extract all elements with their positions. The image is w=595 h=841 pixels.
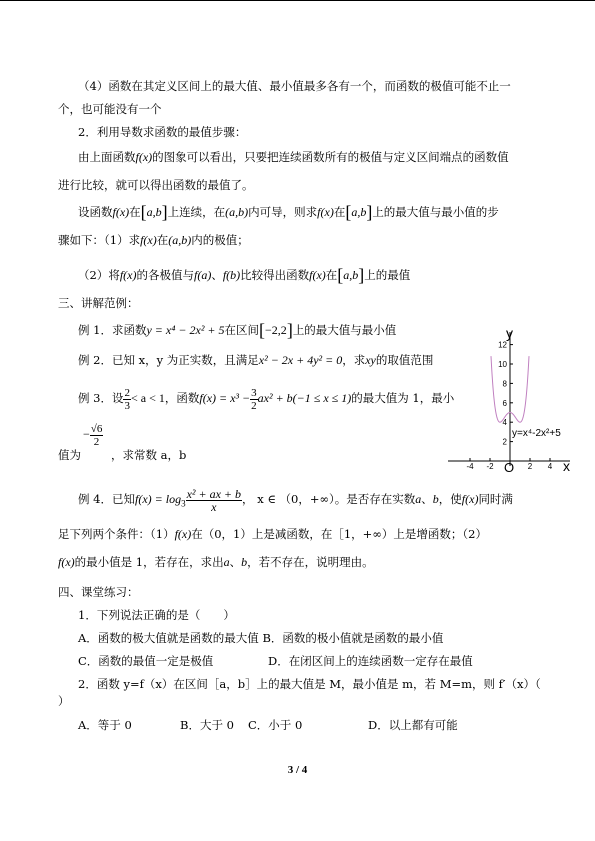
y-axis-label: y bbox=[506, 326, 513, 341]
text: x ∈ （0，+∞）。是否存在实数 bbox=[257, 492, 416, 506]
fraction bbox=[123, 387, 131, 412]
text: 同时满 bbox=[478, 492, 513, 506]
math-expr: ax² + b(−1 ≤ x ≤ 1) bbox=[257, 391, 352, 405]
x-tick-label: 4 bbox=[547, 462, 553, 471]
text: 、 bbox=[229, 555, 242, 569]
math-interval: −2,2 bbox=[265, 323, 287, 337]
math-xy: xy bbox=[365, 353, 376, 367]
question-2: 2．函数 y=f（x）在区间［a，b］上的最大值是 M，最小值是 m，若 M=m，则 f′（x）（ bbox=[78, 677, 541, 691]
text: ， bbox=[242, 492, 254, 506]
page-number: 3 / 4 bbox=[287, 764, 308, 776]
text: 在 bbox=[333, 205, 346, 219]
text: 值为 bbox=[58, 448, 81, 462]
math-fx: f(x) bbox=[461, 492, 479, 506]
y-tick-label: 8 bbox=[502, 379, 507, 389]
math-interval: a,b bbox=[343, 268, 359, 282]
example-4-cont bbox=[58, 527, 487, 541]
text: ，若不存在，说明理由。 bbox=[247, 555, 374, 569]
bracket: ] bbox=[358, 265, 365, 285]
question-2-option-a: A．等于 0 bbox=[78, 718, 132, 732]
y-tick-label: 6 bbox=[502, 398, 507, 408]
denominator: x bbox=[211, 499, 217, 514]
example-2 bbox=[78, 353, 433, 367]
bracket: ] bbox=[286, 320, 293, 340]
text: 的各极值与 bbox=[136, 268, 194, 282]
text: 上的最值 bbox=[364, 268, 411, 282]
math-expr: x² − 2x + 4y² = 0 bbox=[258, 353, 343, 367]
log-base: 3 bbox=[181, 498, 186, 509]
math-expr: f(x) = x³ − bbox=[199, 391, 251, 405]
numerator: √6 bbox=[90, 422, 103, 435]
example-4 bbox=[78, 484, 513, 518]
text: 由上面函数 bbox=[78, 150, 136, 164]
bracket: [ bbox=[140, 202, 147, 222]
question-2-option-d: D．以上都有可能 bbox=[368, 718, 458, 732]
text: 、 bbox=[421, 492, 433, 506]
text: 上的最大值与最小值的步 bbox=[372, 205, 499, 219]
bracket: [ bbox=[337, 265, 344, 285]
section-heading: 四、课堂练习： bbox=[58, 585, 139, 599]
math-fx: f(x) bbox=[317, 205, 334, 219]
question-1-option-c: C．函数的最值一定是极值 bbox=[78, 654, 214, 668]
function-label: y=x⁴-2x²+5 bbox=[512, 428, 561, 439]
text: 上连续，在 bbox=[167, 205, 226, 219]
section-heading: 三、讲解范例： bbox=[58, 296, 139, 310]
x-tick-label: 2 bbox=[527, 462, 533, 471]
example-3-cont bbox=[58, 448, 186, 462]
paragraph-line: 进行比较，就可以得出函数的最值了。 bbox=[58, 178, 254, 192]
fraction bbox=[90, 423, 104, 448]
text: 例 3．设 bbox=[78, 391, 124, 405]
text: 、 bbox=[211, 268, 223, 282]
y-tick-label: 2 bbox=[502, 437, 507, 447]
text: 设函数 bbox=[78, 205, 113, 219]
text: 的图象可以看出，只要把连续函数所有的极值与定义区间端点的函数值 bbox=[152, 150, 509, 164]
math-fa: f(a) bbox=[193, 268, 212, 282]
question-1-option-d: D．在闭区间上的连续函数一定存在最值 bbox=[268, 654, 473, 668]
math-expr: y = x⁴ − 2x² + 5 bbox=[146, 323, 225, 337]
text: 在 bbox=[156, 233, 169, 247]
paragraph-line bbox=[58, 233, 249, 247]
text: ，使 bbox=[438, 492, 462, 506]
function-graph bbox=[446, 326, 595, 474]
denominator: 2 bbox=[93, 435, 100, 448]
math-ineq: < a < 1 bbox=[130, 391, 165, 405]
paragraph-line bbox=[78, 202, 499, 222]
y-tick-label: 12 bbox=[498, 340, 507, 350]
x-axis-label: x bbox=[563, 458, 570, 474]
text: ，求 bbox=[342, 353, 366, 367]
text: 例 4．已知 bbox=[78, 492, 135, 506]
paragraph-line bbox=[78, 150, 509, 164]
example-3-cont bbox=[58, 420, 103, 448]
paragraph-line: 个，也可能没有一个 bbox=[58, 102, 162, 116]
x-tick-label: -4 bbox=[466, 462, 474, 471]
text: 比较得出函数 bbox=[240, 268, 310, 282]
text: 足下列两个条件：（1） bbox=[58, 527, 175, 541]
math-fx: f(x) bbox=[119, 268, 137, 282]
text: （2）将 bbox=[78, 268, 120, 282]
question-2-option-c: C．小于 0 bbox=[248, 718, 303, 732]
math-fb: f(b) bbox=[222, 268, 241, 282]
numerator: 2 bbox=[124, 386, 130, 399]
numerator: 3 bbox=[251, 386, 257, 399]
section-heading: 2．利用导数求函数的最值步骤： bbox=[78, 125, 247, 139]
math-fx: f(x) bbox=[309, 268, 326, 282]
bracket: [ bbox=[345, 202, 352, 222]
text: 内可导，则求 bbox=[248, 205, 318, 219]
math-b: b bbox=[241, 555, 248, 569]
text: ，函数 bbox=[164, 391, 200, 405]
math-fx: f(x) bbox=[140, 233, 157, 247]
y-ticks bbox=[498, 341, 513, 447]
math-fx: f(x) bbox=[58, 555, 75, 569]
bracket: ] bbox=[161, 202, 168, 222]
example-4-cont bbox=[58, 555, 374, 569]
text: 在（0，1）上是减函数，在［1，+∞）上是增函数；（2） bbox=[191, 527, 487, 541]
math-minus: − bbox=[83, 427, 90, 441]
text: 的最小值是 1，若存在，求出 bbox=[74, 555, 224, 569]
text: 在 bbox=[325, 268, 338, 282]
y-tick-label: 10 bbox=[498, 360, 507, 369]
math-a: a bbox=[415, 492, 422, 506]
example-1 bbox=[78, 320, 397, 340]
text: 上的最大值与最小值 bbox=[292, 323, 397, 337]
math-a: a bbox=[223, 555, 230, 569]
fraction bbox=[250, 387, 258, 412]
text: 的取值范围 bbox=[375, 353, 434, 367]
math-open-interval: (a,b) bbox=[168, 233, 192, 247]
text: ，求常数 a，b bbox=[111, 448, 187, 462]
math-interval: a,b bbox=[146, 205, 162, 219]
paragraph-line: （4）函数在其定义区间上的最大值、最小值最多各有一个，而函数的极值可能不止一 bbox=[78, 79, 511, 93]
math-open-interval: (a,b) bbox=[225, 205, 249, 219]
math-fx: f(x) bbox=[112, 205, 130, 219]
text: 在区间 bbox=[224, 323, 260, 337]
text: 骤如下：（1）求 bbox=[58, 233, 141, 247]
origin-label: O bbox=[504, 460, 515, 474]
math-log: f(x) = log bbox=[134, 492, 182, 506]
math-fx: f(x) bbox=[174, 527, 192, 541]
y-tick-label: 4 bbox=[502, 418, 507, 428]
math-interval: a,b bbox=[351, 205, 367, 219]
text: 例 1．求函数 bbox=[78, 323, 147, 337]
example-3 bbox=[78, 383, 454, 413]
text: 在 bbox=[129, 205, 141, 219]
denominator: 3 bbox=[124, 399, 130, 412]
denominator: 2 bbox=[251, 399, 257, 412]
question-1-options: A．函数的极大值就是函数的最大值 B．函数的极小值就是函数的最小值 bbox=[78, 631, 444, 645]
numerator: x² + ax + b bbox=[186, 486, 242, 501]
math-fx: f(x) bbox=[135, 150, 153, 164]
x-tick-label: -2 bbox=[486, 462, 494, 471]
bracket: [ bbox=[259, 320, 266, 340]
question-2-option-b: B．大于 0 bbox=[180, 718, 234, 732]
math-b: b bbox=[432, 492, 439, 506]
question-2-close: ） bbox=[58, 694, 70, 708]
page-top-rule bbox=[0, 0, 595, 1]
question-1: 1．下列说法正确的是（ ） bbox=[78, 608, 235, 622]
bracket: ] bbox=[366, 202, 373, 222]
text: 内的极值； bbox=[191, 233, 249, 247]
text: 的最大值为 1，最小 bbox=[351, 391, 455, 405]
text: 例 2．已知 x，y 为正实数，且满足 bbox=[78, 353, 259, 367]
fraction bbox=[186, 488, 242, 513]
paragraph-line bbox=[78, 265, 411, 285]
